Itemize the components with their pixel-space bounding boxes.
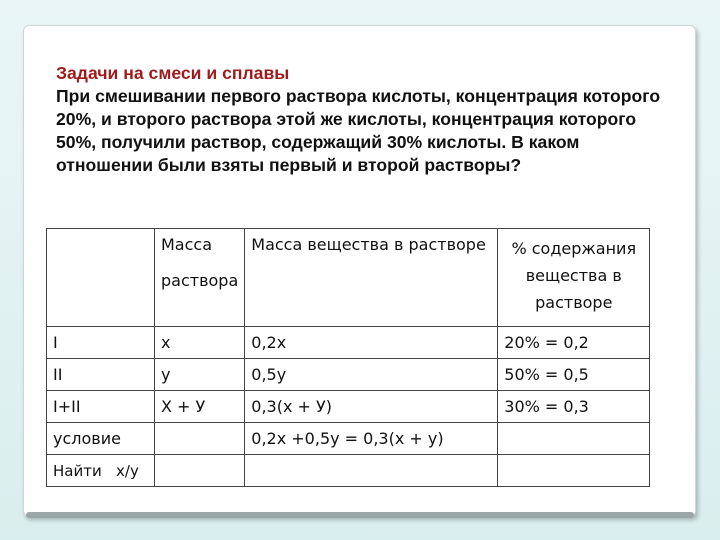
row-substance: 0,5у <box>245 359 498 391</box>
row-label: I <box>47 327 155 359</box>
row-mass <box>155 423 245 455</box>
row-label: II <box>47 359 155 391</box>
row-label: I+II <box>47 391 155 423</box>
row-percent: 50% = 0,5 <box>498 359 650 391</box>
problem-statement <box>56 62 676 177</box>
header-mass-line1: Масса <box>161 235 213 254</box>
table-row <box>47 327 650 359</box>
row-label: условие <box>47 423 155 455</box>
header-mass-line2: раствора <box>161 271 239 290</box>
row-percent: 30% = 0,3 <box>498 391 650 423</box>
table-row <box>47 423 650 455</box>
header-percent: % содержания вещества в растворе <box>498 229 650 327</box>
row-substance <box>245 455 498 487</box>
row-percent: 20% = 0,2 <box>498 327 650 359</box>
row-label: Найти х/у <box>47 455 155 487</box>
header-mass <box>155 229 245 327</box>
row-substance: 0,2х +0,5у = 0,3(х + у) <box>245 423 498 455</box>
table-header-row <box>47 229 650 327</box>
header-empty-cell <box>47 229 155 327</box>
row-mass: у <box>155 359 245 391</box>
row-percent <box>498 455 650 487</box>
table-row <box>47 391 650 423</box>
table-row <box>47 359 650 391</box>
problem-text: При смешивании первого раствора кислоты, концентрация которого 20%, и второго раствора этой же кислоты, концентрация которого 50%, получили раствор, содержащий 30% кислоты. В каком отношении были взяты первый и второй растворы? <box>56 86 661 175</box>
solution-table <box>46 228 650 487</box>
row-mass: х <box>155 327 245 359</box>
row-mass <box>155 455 245 487</box>
table-row <box>47 455 650 487</box>
row-substance: 0,3(х + У) <box>245 391 498 423</box>
slide-bottom-bar <box>26 512 694 518</box>
row-percent <box>498 423 650 455</box>
row-mass: Х + У <box>155 391 245 423</box>
row-substance: 0,2х <box>245 327 498 359</box>
problem-title: Задачи на смеси и сплавы <box>56 63 290 83</box>
header-substance-mass: Масса вещества в растворе <box>245 229 498 327</box>
